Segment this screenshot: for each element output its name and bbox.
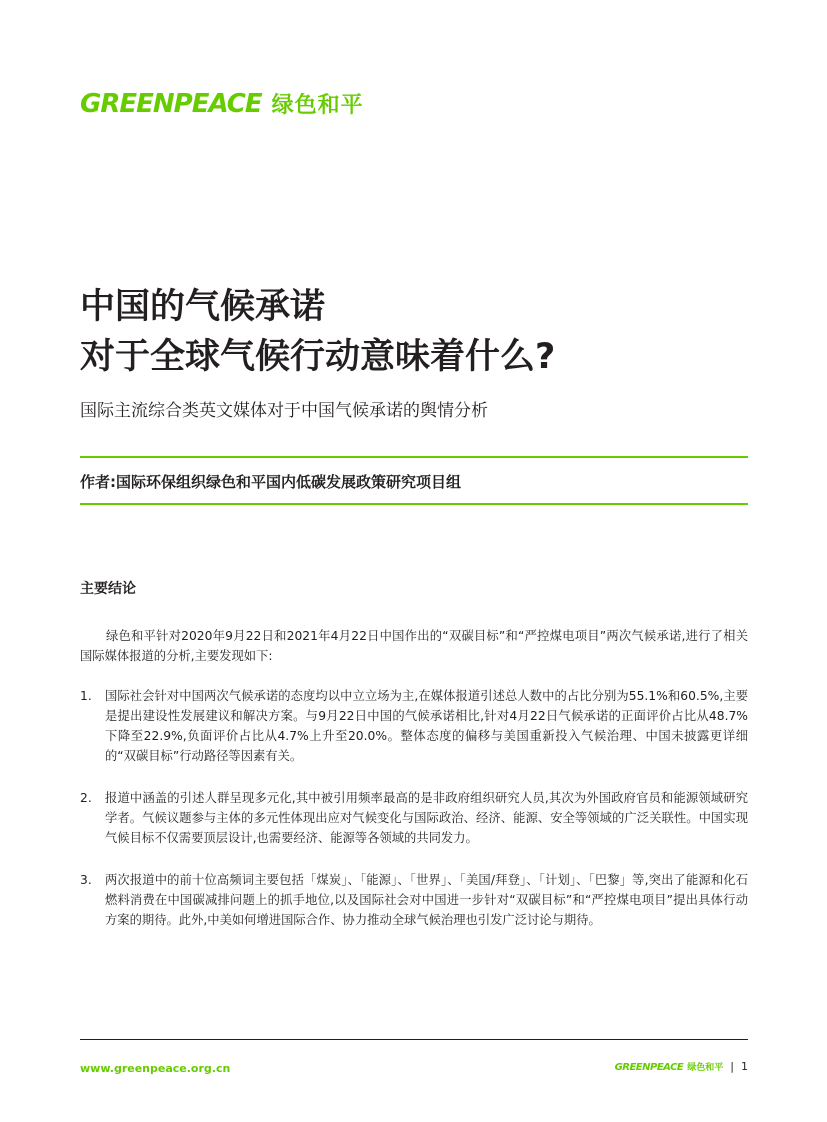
finding-text: 国际社会针对中国两次气候承诺的态度均以中立立场为主,在媒体报道引述总人数中的占比分别为55.1%和60.5%,主要是提出建设性发展建议和解决方案。与9月22日中国的气候承诺相比,针对4月22日气候承诺的正面评价占比从48.7%下降至22.9%,负面评价占比从4.7%上升至20.0%。整体态度的偏移与美国重新投入气候治理、中国未披露更详细的“双碳目标”行动路径等因素有关。 (105, 689, 748, 763)
page-subtitle: 国际主流综合类英文媒体对于中国气候承诺的舆情分析 (80, 401, 488, 421)
finding-number: 3. (80, 873, 92, 887)
footer-brand-block (615, 1060, 748, 1073)
divider-bottom (80, 503, 748, 505)
findings-list (80, 686, 748, 952)
finding-number: 1. (80, 689, 92, 703)
greenpeace-logo (80, 88, 364, 119)
finding-item (80, 686, 748, 766)
logo-chinese-wordmark: 绿色和平 (271, 93, 364, 118)
page-title (80, 282, 760, 382)
finding-text: 两次报道中的前十位高频词主要包括「煤炭」、「能源」、「世界」、「美国/拜登」、「计划」、「巴黎」等,突出了能源和化石燃料消费在中国碳减排问题上的抓手地位,以及国际社会对中国进一步针对“双碳目标”和“严控煤电项目”提出具体行动方案的期待。此外,中美如何增进国际合作、协力推动全球气候治理也引发广泛讨论与期待。 (105, 873, 748, 927)
finding-item (80, 788, 748, 848)
logo-wordmark: GREENPEACE (80, 89, 262, 119)
author-line: 作者:国际环保组织绿色和平国内低碳发展政策研究项目组 (80, 473, 462, 491)
finding-text: 报道中涵盖的引述人群呈现多元化,其中被引用频率最高的是非政府组织研究人员,其次为外国政府官员和能源领域研究学者。气候议题参与主体的多元性体现出应对气候变化与国际政治、经济、能源、安全等领域的广泛关联性。中国实现气候目标不仅需要顶层设计,也需要经济、能源等各领域的共同发力。 (105, 791, 748, 845)
section-heading: 主要结论 (80, 581, 136, 597)
finding-number: 2. (80, 791, 92, 805)
finding-item (80, 870, 748, 930)
footer-separator: | (730, 1060, 734, 1073)
footer-logo-chinese: 绿色和平 (687, 1063, 724, 1073)
divider-top (80, 456, 748, 458)
title-line-2: 对于全球气候行动意味着什么? (80, 337, 556, 377)
intro-paragraph: 绿色和平针对2020年9月22日和2021年4月22日中国作出的“双碳目标”和“严控煤电项目”两次气候承诺,进行了相关国际媒体报道的分析,主要发现如下: (80, 629, 748, 663)
page-number: 1 (741, 1060, 748, 1073)
footer-logo-wordmark: GREENPEACE (614, 1062, 684, 1073)
title-line-1: 中国的气候承诺 (80, 287, 326, 327)
footer-divider (80, 1039, 748, 1040)
footer-website-link[interactable]: www.greenpeace.org.cn (80, 1062, 231, 1075)
